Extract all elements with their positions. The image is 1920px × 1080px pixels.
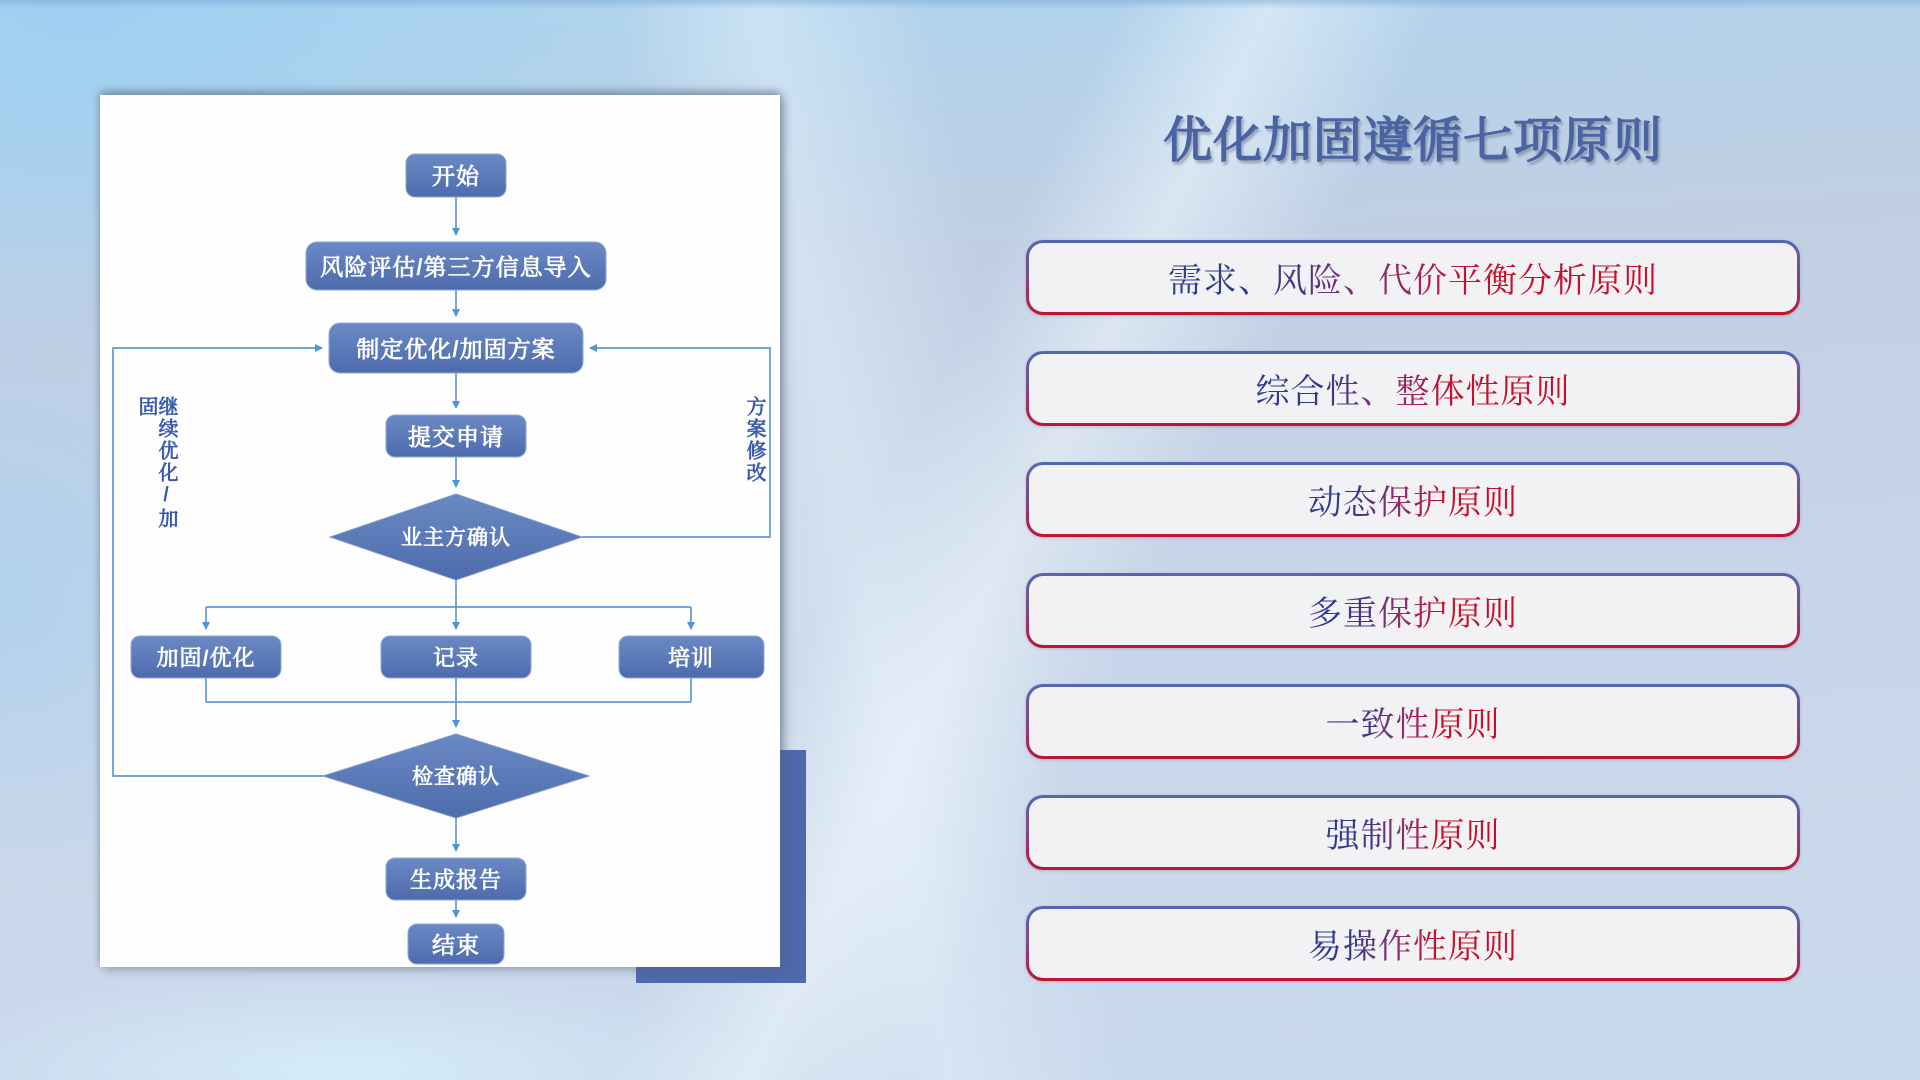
- flow-node-risk-import-label: 风险评估/第三方信息导入: [320, 254, 592, 280]
- loop-label-plan-modify: 方案修改: [743, 396, 765, 484]
- connector-plan-modify-loop: [582, 348, 770, 537]
- principle-item: [1026, 240, 1800, 315]
- flow-node-owner-confirm-label: 业主方确认: [401, 526, 511, 550]
- flow-node-submit-request: [386, 415, 526, 457]
- principle-label: 易操作性原则: [1308, 919, 1518, 968]
- principles-panel: [1026, 0, 1800, 1080]
- principle-item: [1026, 462, 1800, 537]
- flow-node-start-label: 开始: [432, 163, 480, 189]
- flow-node-reinforce-optimize: [131, 636, 281, 678]
- flow-node-check-confirm-label: 检查确认: [412, 765, 500, 789]
- flow-node-end: [408, 924, 504, 964]
- principle-item: [1026, 351, 1800, 426]
- principle-label: 一致性原则: [1326, 697, 1501, 746]
- principle-label: 综合性、整体性原则: [1256, 364, 1571, 413]
- principles-list: [1026, 240, 1800, 981]
- flow-node-end-label: 结束: [432, 932, 480, 958]
- flow-node-generate-report: [386, 858, 526, 900]
- flow-node-record: [381, 636, 531, 678]
- loop-label-continue-optimize: 继续优化/加固: [135, 396, 177, 530]
- principle-item: [1026, 906, 1800, 981]
- flow-node-check-confirm: [323, 734, 589, 818]
- flowchart-diagram: [100, 95, 780, 967]
- flow-node-start: [406, 154, 506, 197]
- flow-node-owner-confirm: [330, 494, 582, 580]
- flow-node-risk-import: [306, 242, 606, 290]
- principle-label: 需求、风险、代价平衡分析原则: [1168, 253, 1658, 302]
- principle-item: [1026, 684, 1800, 759]
- flow-node-submit-request-label: 提交申请: [408, 424, 504, 450]
- flow-node-training: [619, 636, 764, 678]
- page-title: 优化加固遵循七项原则: [1162, 114, 1663, 168]
- principle-label: 强制性原则: [1326, 808, 1501, 857]
- principle-item: [1026, 795, 1800, 870]
- flow-node-reinforce-optimize-label: 加固/优化: [156, 645, 256, 671]
- flow-node-training-label: 培训: [667, 645, 715, 671]
- principle-label: 动态保护原则: [1308, 475, 1518, 524]
- flow-node-make-plan: [329, 323, 583, 373]
- flow-node-record-label: 记录: [432, 645, 480, 671]
- flowchart-card: [100, 95, 780, 967]
- principle-item: [1026, 573, 1800, 648]
- flow-node-generate-report-label: 生成报告: [409, 867, 503, 893]
- flow-node-make-plan-label: 制定优化/加固方案: [356, 336, 556, 362]
- principle-label: 多重保护原则: [1308, 586, 1518, 635]
